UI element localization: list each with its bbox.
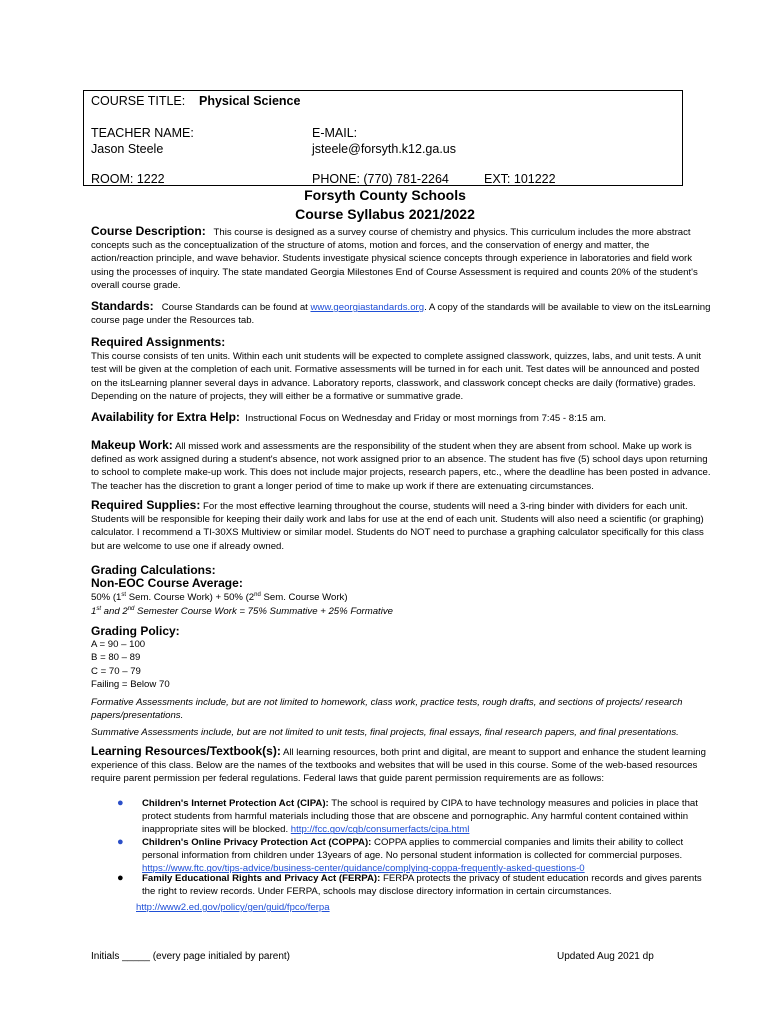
- coppa-link[interactable]: https://www.ftc.gov/tips-advice/business-center/guidance/complying-coppa-frequently-asked-questions-0: [142, 863, 585, 875]
- weight-line-part: and 2: [101, 605, 128, 617]
- learning-resources-text: All learning resources, both print and digital, are meant to support and enhance the student learning experience of this class. Below are the names of the textbooks and websites that will be used in this course. Some of the web-based resources require parent permission per federal regulations. Federal laws that guide parent permission requirements are as follows:: [91, 747, 706, 785]
- non-eoc-colon: :: [238, 576, 243, 591]
- course-description-heading: Course Description:: [91, 224, 206, 238]
- course-description-section: [91, 225, 711, 292]
- summative-note: Summative Assessments include, but are not limited to unit tests, final projects, final essays, final research papers, and final presentations.: [91, 727, 679, 738]
- learning-resources-heading: Learning Resources/Textbook(s):: [91, 744, 281, 758]
- weight-line-sup: nd: [127, 605, 135, 612]
- coppa-item: [142, 836, 702, 876]
- sem-line-sup: nd: [254, 592, 261, 599]
- cipa-title: Children's Internet Protection Act (CIPA):: [142, 798, 329, 809]
- cipa-text: The school is required by CIPA to have technology measures and policies in place that protect students from harmful materials including those that are obscene and pornographic. Any harmful content contained within inappropriate sites will be blocked.: [142, 798, 698, 836]
- grade-a: A = 90 – 100: [91, 639, 146, 651]
- standards-section: [91, 300, 711, 327]
- bullet-icon: ●: [117, 797, 124, 809]
- weight-line-part: Semester Course Work = 75% Summative + 25% Formative: [134, 605, 393, 617]
- semester-weight-line: [91, 591, 711, 604]
- standards-text-before: Course Standards can be found at: [161, 302, 308, 313]
- ferpa-item: [142, 872, 702, 898]
- coppa-text: COPPA applies to commercial companies and limits their ability to collect personal information from children under 13years of age. No personal student information is collected for commercial purposes.: [142, 837, 684, 862]
- course-description-text: This course is designed as a survey course of chemistry and physics. This curriculum includes the more abstract concepts such as the conceptualization of the structure of atoms, motion and forces, and the conservation of energy and matter, the action/reaction principle, and wave behavior. Students investigate physical science concepts through experience in laboratories and field work using the processes of inquiry. The state mandated Georgia Milestones End of Course Assessment is required and counts 20% of the student's overall course grade.: [91, 227, 698, 291]
- course-title-label: COURSE TITLE:: [91, 94, 186, 108]
- makeup-work-heading: Makeup Work:: [91, 438, 173, 452]
- email-value: jsteele@forsyth.k12.ga.us: [312, 142, 457, 156]
- bullet-icon: ●: [117, 872, 124, 884]
- course-info-box: [83, 90, 683, 186]
- learning-resources-section: [91, 745, 711, 786]
- weight-line-part: 1: [91, 605, 97, 617]
- bullet-icon: ●: [117, 836, 124, 848]
- required-assignments-text: This course consists of ten units. Within each unit students will be expected to complete assigned classwork, quizzes, labs, and unit tests. A unit test will be given at the completion of each unit. Formative assessments will be turned in for each unit. Test dates will be announced and posted on the itsLearning planner several days in advance. Laboratory reports, classwork, and classwork concept checks are daily (formative) grades. Depending on the nature of projects, they will either be a formative or summative grade.: [91, 351, 702, 402]
- cipa-item: [142, 797, 702, 837]
- weight-line-sup: st: [96, 605, 102, 612]
- grade-b: B = 80 – 89: [91, 652, 141, 664]
- ferpa-link[interactable]: http://www2.ed.gov/policy/gen/guid/fpco/ferpa: [136, 902, 330, 913]
- makeup-work-text: All missed work and assessments are the responsibility of the student when they are absent from school. Make up work is defined as work assigned during a student's absence, not work assigned prior to an absence. The student has five (5) school days upon returning to school to complete make-up work. This does not include major projects, research papers, etc., where the deadline has been posted in advance. The teacher has the discretion to grant a longer period of time to make up work if there are extenuating circumstances.: [91, 441, 711, 492]
- grading-policy-heading: Grading Policy:: [91, 624, 180, 638]
- makeup-work-section: [91, 439, 711, 493]
- availability-text: Instructional Focus on Wednesday and Friday or most mornings from 7:45 - 8:15 am.: [245, 413, 607, 424]
- grading-calculations-heading: Grading Calculations:: [91, 563, 216, 577]
- standards-text-after: . A copy of the standards will be available to view on the itsLearning course page under the Resources tab.: [91, 302, 711, 327]
- coppa-title: Children's Online Privacy Protection Act (COPPA):: [142, 837, 372, 848]
- teacher-label: TEACHER NAME:: [91, 126, 194, 140]
- updated-footer: Updated Aug 2021 dp: [557, 951, 654, 962]
- ferpa-title: Family Educational Rights and Privacy Act (FERPA):: [142, 873, 381, 884]
- availability-heading: Availability for Extra Help:: [91, 410, 240, 424]
- email-label: E-MAIL:: [312, 126, 358, 140]
- teacher-name: Jason Steele: [91, 142, 164, 156]
- required-assignments-heading: Required Assignments:: [91, 335, 226, 349]
- grade-failing: Failing = Below 70: [91, 678, 170, 690]
- required-supplies-section: [91, 499, 711, 553]
- grading-calculations-section: [91, 564, 711, 618]
- required-assignments-section: [91, 336, 711, 403]
- standards-link[interactable]: www.georgiastandards.org: [310, 302, 425, 313]
- grading-policy-section: [91, 625, 711, 691]
- required-supplies-text: For the most effective learning throughout the course, students will need a 3-ring binder with dividers for each unit. Students will be responsible for keeping their daily work and labs for use at the end of each unit. Students will also need a scientific (or graphing) calculator. I recommend a TI-30XS Multiview or similar model. Students do NOT need to purchase a graphing calculator specifically for this class but are welcome to use one if already owned.: [91, 501, 704, 552]
- phone-extension: EXT: 101222: [484, 172, 556, 186]
- ferpa-link-line: [136, 901, 696, 914]
- cipa-link[interactable]: http://fcc.gov/cgb/consumerfacts/cipa.html: [290, 824, 470, 836]
- grade-c: C = 70 – 79: [91, 665, 141, 677]
- room-number: ROOM: 1222: [91, 172, 165, 186]
- non-eoc-heading: Non-EOC Course Average: [91, 576, 239, 591]
- required-supplies-heading: Required Supplies:: [91, 498, 201, 512]
- school-name: Forsyth County Schools: [304, 187, 466, 203]
- sem-line-part: Sem. Course Work): [260, 592, 348, 604]
- summative-formative-line: [91, 605, 711, 618]
- availability-section: [91, 411, 711, 425]
- standards-heading: Standards:: [91, 299, 154, 313]
- sem-line-part: Sem. Course Work) + 50% (2: [126, 592, 255, 604]
- sem-line-sup: st: [121, 592, 127, 599]
- initials-footer: Initials _____ (every page initialed by parent): [91, 951, 291, 962]
- ferpa-text: FERPA protects the privacy of student education records and gives parents the right to review records. Under FERPA, schools may disclose directory information in certain circumstances.: [142, 873, 702, 898]
- document-title: [0, 186, 770, 224]
- sem-line-part: 50% (1: [91, 592, 122, 604]
- course-title: Physical Science: [199, 94, 301, 108]
- formative-note: Formative Assessments include, but are not limited to homework, class work, practice tests, rough drafts, and sections of projects/ research papers/presentations.: [91, 697, 683, 722]
- phone-number: PHONE: (770) 781-2264: [312, 172, 449, 186]
- syllabus-title: Course Syllabus 2021/2022: [295, 206, 475, 222]
